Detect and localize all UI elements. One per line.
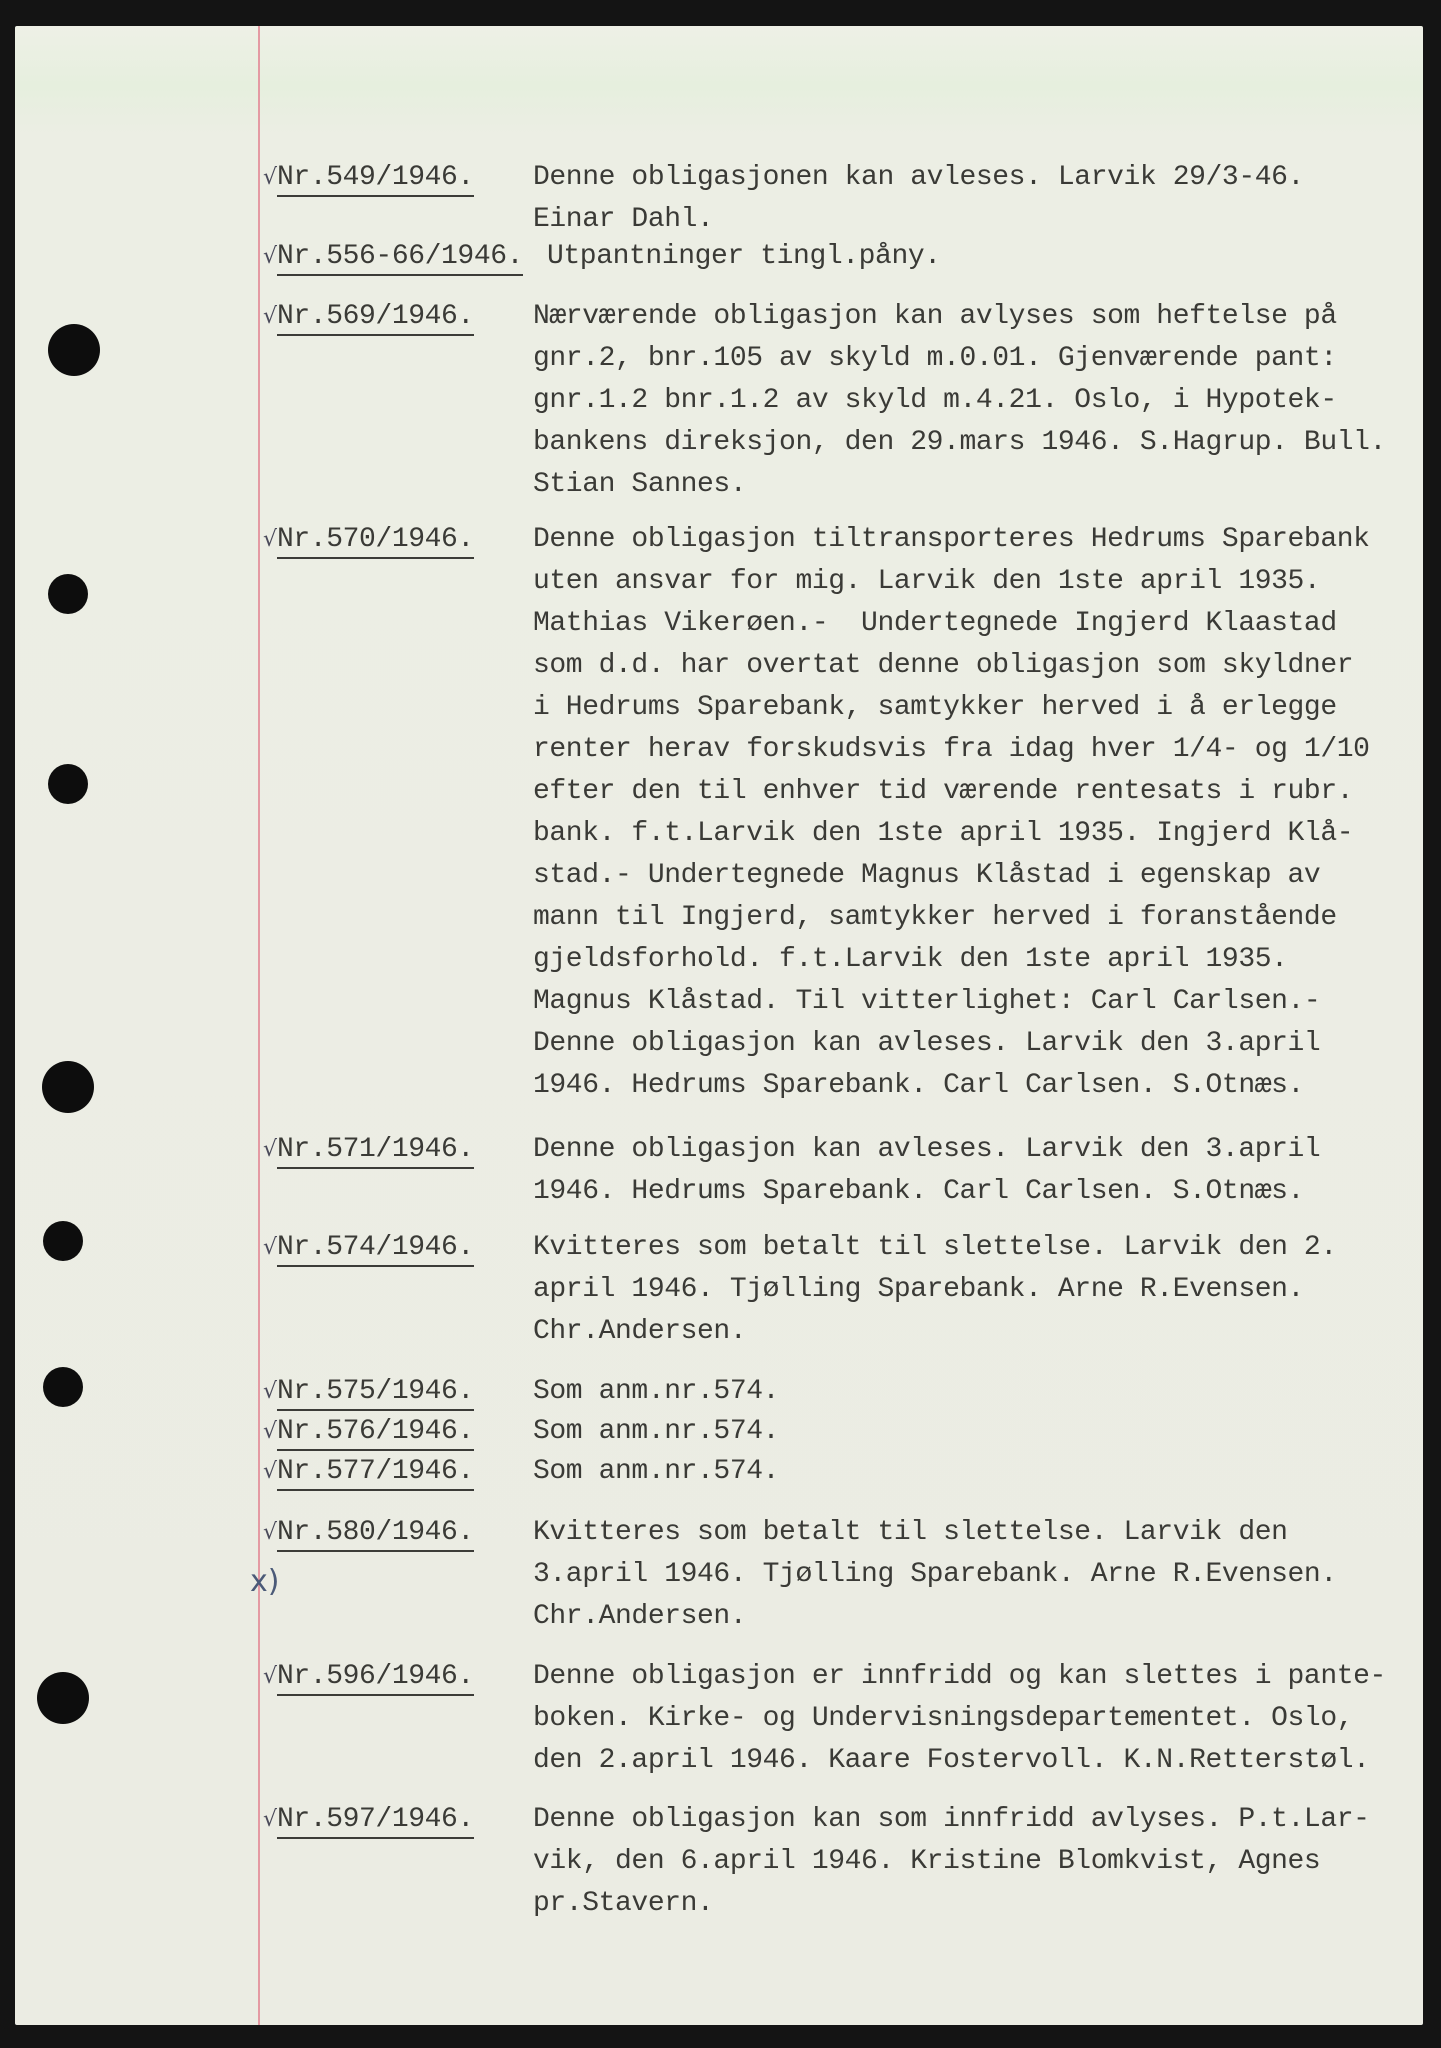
checkmark-icon: √ — [263, 244, 277, 269]
checkmark-icon: √ — [263, 1235, 277, 1260]
entry-number: Nr.570/1946. — [277, 519, 474, 561]
entry-number: Nr.574/1946. — [277, 1227, 474, 1269]
entry-number: Nr.597/1946. — [277, 1799, 474, 1841]
checkmark-icon: √ — [263, 1419, 277, 1444]
punch-hole-icon — [43, 1221, 83, 1261]
punch-hole-icon — [43, 1367, 83, 1407]
entry-number: Nr.596/1946. — [277, 1656, 474, 1698]
punch-hole-icon — [48, 764, 88, 804]
entry-text: Kvitteres som betalt til slettelse. Larvik den 2. april 1946. Tjølling Sparebank. Arne R.Evensen. Chr.Andersen. — [533, 1232, 1337, 1347]
checkmark-icon: √ — [263, 1664, 277, 1689]
entry-number: Nr.571/1946. — [277, 1129, 474, 1171]
entry-number: Nr.577/1946. — [277, 1451, 474, 1493]
punch-hole-icon — [37, 1672, 89, 1724]
entry-text: Denne obligasjon er innfridd og kan slettes i pante- boken. Kirke- og Undervisningsdepartementet. Oslo, den 2.april 1946. Kaare Fostervoll. K.N.Retterstøl. — [533, 1661, 1386, 1776]
entry-number: Nr.569/1946. — [277, 296, 474, 338]
entry-text: Denne obligasjon kan avleses. Larvik den 3.april 1946. Hedrums Sparebank. Carl Carlsen. S.Otnæs. — [533, 1134, 1321, 1207]
checkmark-icon: √ — [263, 1807, 277, 1832]
checkmark-icon: √ — [263, 1520, 277, 1545]
entry-number: Nr.576/1946. — [277, 1411, 474, 1453]
checkmark-icon: √ — [263, 304, 277, 329]
entry-number: Nr.580/1946. — [277, 1512, 474, 1554]
checkmark-icon: √ — [263, 1459, 277, 1484]
checkmark-icon: √ — [263, 527, 277, 552]
entry-text: Utpantninger tingl.påny. — [547, 241, 941, 272]
entry-text: Denne obligasjonen kan avleses. Larvik 29/3-46. Einar Dahl. — [533, 162, 1304, 235]
punch-hole-icon — [42, 1061, 94, 1113]
entry-text: Kvitteres som betalt til slettelse. Larvik den 3.april 1946. Tjølling Sparebank. Arne R.Evensen. Chr.Andersen. — [533, 1517, 1337, 1632]
entry-text: Som anm.nr.574. — [533, 1376, 780, 1407]
checkmark-icon: √ — [263, 1137, 277, 1162]
entry-text: Denne obligasjon tiltransporteres Hedrums Sparebank uten ansvar for mig. Larvik den 1ste april 1935. Mathias Vikerøen.- Undertegnede Ingjerd Klaastad som d.d. har overtat denne obligasjon som skyldner i Hedrums Sparebank, samtykker herved i å erlegge renter herav forskudsvis fra idag hver 1/4- og 1/10 efter den til enhver tid værende rentesats i rubr. bank. f.t.Larvik den 1ste april 1935. Ingjerd Klå- stad.- Undertegnede Magnus Klåstad i egenskap av mann til Ingjerd, samtykker herved i foranstående gjeldsforhold. f.t.Larvik den 1ste april 1935. Magnus Klåstad. Til vitterlighet: Carl Carlsen.- Denne obligasjon kan avleses. Larvik den 3.april 1946. Hedrums Sparebank. Carl Carlsen. S.Otnæs. — [533, 524, 1370, 1101]
checkmark-icon: √ — [263, 1379, 277, 1404]
entry-number: Nr.575/1946. — [277, 1371, 474, 1413]
entry-text: Som anm.nr.574. — [533, 1456, 780, 1487]
margin-note: x) — [250, 1564, 280, 1599]
checkmark-icon: √ — [263, 165, 277, 190]
entry-number: Nr.556-66/1946. — [277, 236, 523, 278]
punch-hole-icon — [48, 324, 100, 376]
document-page — [15, 26, 1423, 2025]
entry-text: Denne obligasjon kan som innfridd avlyses. P.t.Lar- vik, den 6.april 1946. Kristine Blomkvist, Agnes pr.Stavern. — [533, 1804, 1370, 1919]
entry-text: Som anm.nr.574. — [533, 1416, 780, 1447]
red-margin-line — [258, 26, 260, 2025]
entry-number: Nr.549/1946. — [277, 157, 474, 199]
entry-text: Nærværende obligasjon kan avlyses som heftelse på gnr.2, bnr.105 av skyld m.0.01. Gjenværende pant: gnr.1.2 bnr.1.2 av skyld m.4.21. Oslo, i Hypotek- bankens direksjon, den 29.mars 1946. S.Hagrup. Bull. Stian Sannes. — [533, 301, 1386, 500]
punch-hole-icon — [48, 574, 88, 614]
